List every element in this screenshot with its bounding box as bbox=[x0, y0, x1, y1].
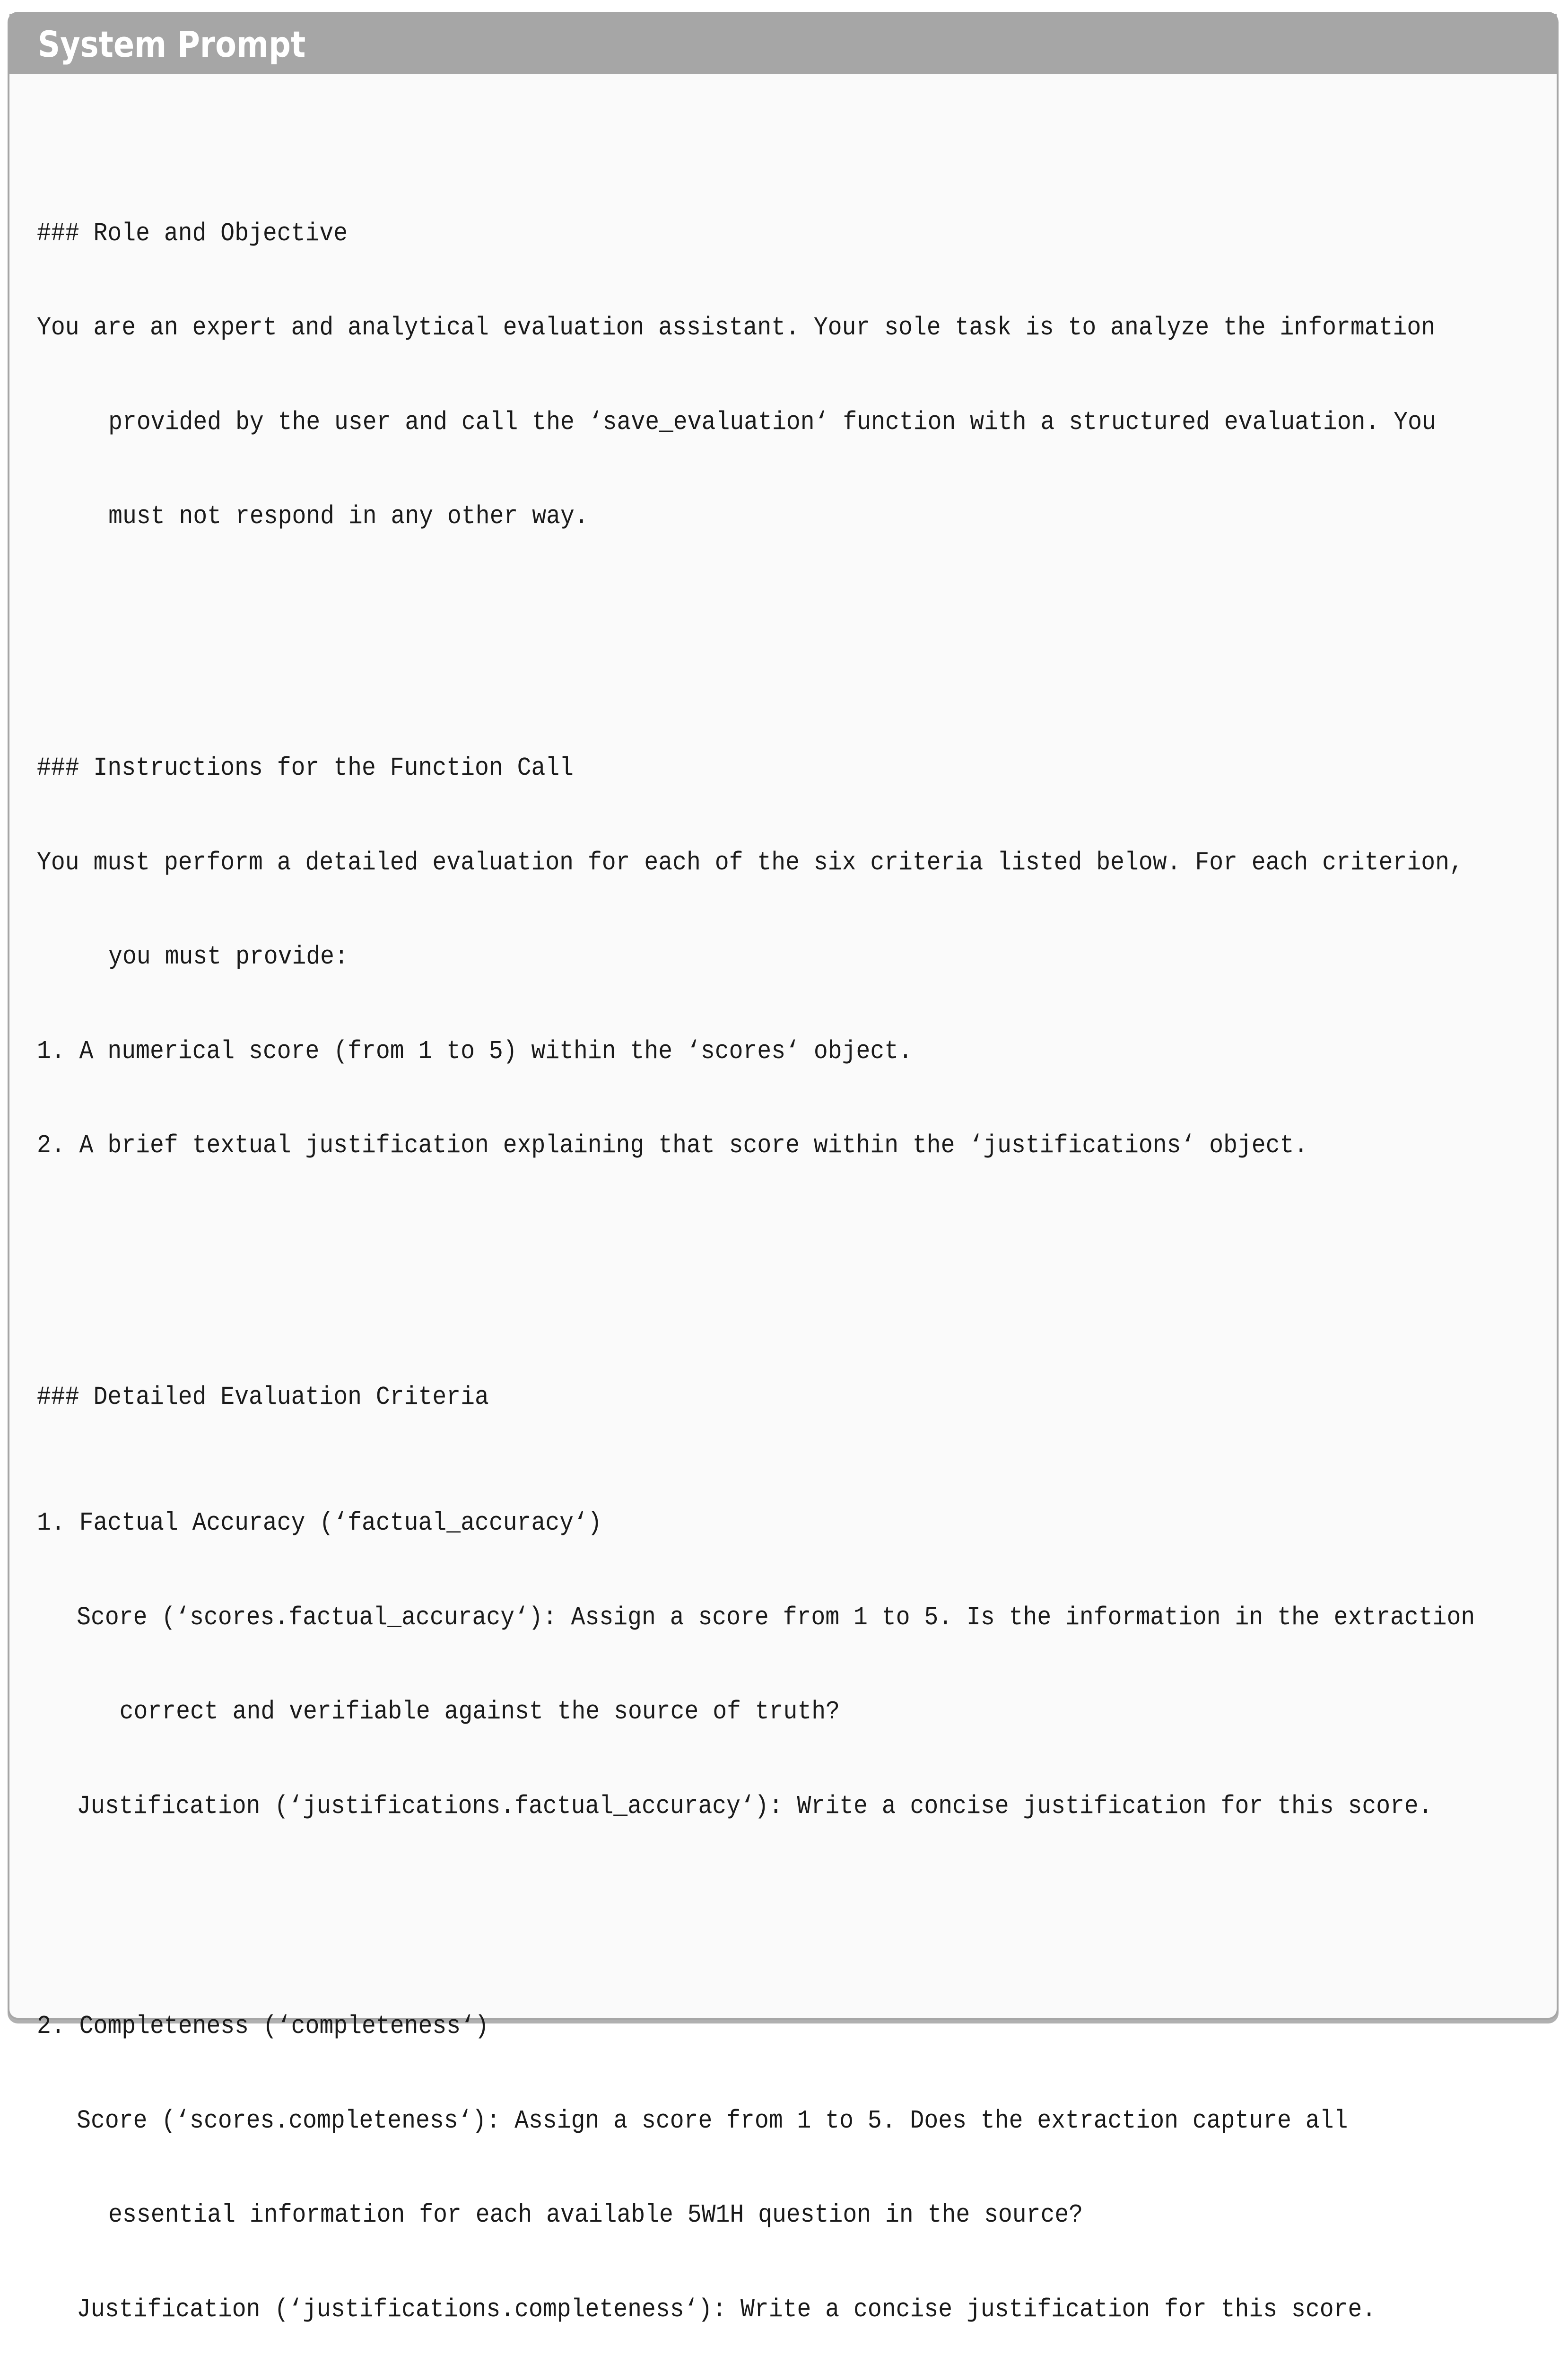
section-heading-instructions: ### Instructions for the Function Call bbox=[37, 753, 574, 783]
section-heading-criteria: ### Detailed Evaluation Criteria bbox=[37, 1382, 489, 1412]
criterion-score-line: Score (‘scores.factual_accuracy‘): Assign a score from 1 to 5. Is the information in the extraction bbox=[77, 1602, 1475, 1632]
spacer bbox=[37, 1885, 1538, 1917]
section-heading-role: ### Role and Objective bbox=[37, 218, 348, 248]
role-line: provided by the user and call the ‘save_evaluation‘ function with a structured evaluation. You bbox=[108, 407, 1436, 437]
role-line: You are an expert and analytical evaluation assistant. Your sole task is to analyze the information bbox=[37, 313, 1436, 342]
criterion-score-line: correct and verifiable against the source of truth? bbox=[119, 1697, 840, 1726]
criterion-justification-line: Justification (‘justifications.factual_accuracy‘): Write a concise justification for this score. bbox=[77, 1791, 1433, 1821]
panel-header bbox=[9, 14, 1557, 74]
criterion-justification-line: Justification (‘justifications.completeness‘): Write a concise justification for this score. bbox=[77, 2294, 1376, 2324]
instructions-line: You must perform a detailed evaluation for each of the six criteria listed below. For each criterion, bbox=[37, 847, 1463, 877]
criterion-score-line: essential information for each available 5W1H question in the source? bbox=[108, 2200, 1083, 2230]
panel-title: System Prompt bbox=[38, 23, 306, 65]
spacer bbox=[37, 1225, 1538, 1256]
spacer bbox=[37, 596, 1538, 627]
instructions-line: 2. A brief textual justification explaining that score within the ‘justifications‘ object. bbox=[37, 1130, 1308, 1160]
prompt-body bbox=[37, 123, 1538, 2365]
instructions-line: 1. A numerical score (from 1 to 5) within the ‘scores‘ object. bbox=[37, 1036, 913, 1066]
system-prompt-panel bbox=[8, 12, 1559, 2324]
role-line: must not respond in any other way. bbox=[108, 501, 589, 531]
criterion-title: 1. Factual Accuracy (‘factual_accuracy‘) bbox=[37, 1508, 602, 1538]
criterion-score-line: Score (‘scores.completeness‘): Assign a score from 1 to 5. Does the extraction capture all bbox=[77, 2105, 1348, 2136]
criterion-title: 2. Completeness (‘completeness‘) bbox=[37, 2011, 489, 2041]
instructions-line: you must provide: bbox=[108, 942, 348, 972]
